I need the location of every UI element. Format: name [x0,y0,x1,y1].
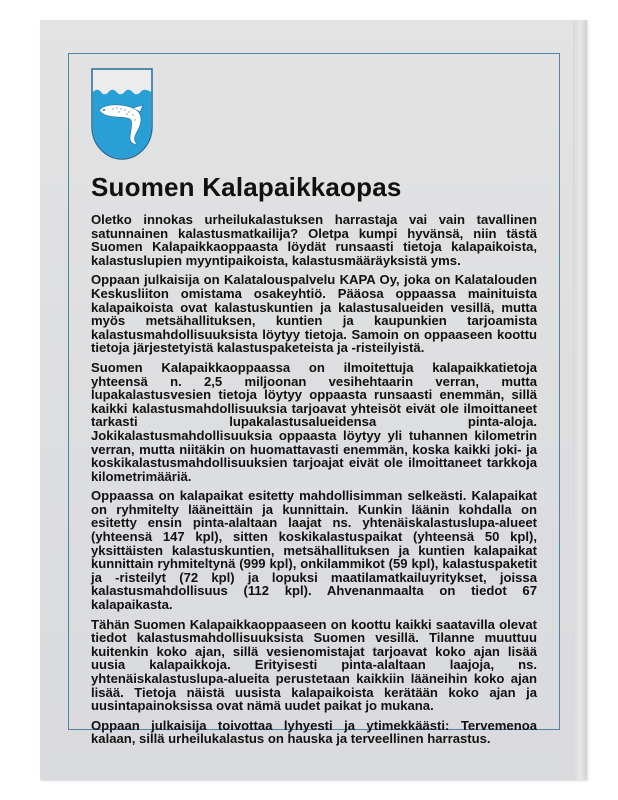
book-back-cover [40,20,587,780]
content-frame [68,53,560,747]
coat-of-arms-shield-salmon-icon [91,68,153,160]
paragraph-updates: Tähän Suomen Kalapaikkaoppaaseen on koottu kaikki saatavilla olevat tiedot kalastusmahdollisuuksista Suomen vesillä. Tilanne muuttuu kuitenkin koko ajan, sillä vesienomistajat tarjoavat koko ajan lisää uusia kalapaikkoja. Erityisesti pinta-alaltaan laajoja, ns. yhtenäiskalastuslupa-alueita perustetaan kaikkiin lääneihin koko ajan lisää. Tietoja näistä uusista kalapaikoista kerätään koko ajan ja uusintapainoksissa ovat nämä uudet paikat jo mukana. [91,616,537,714]
paragraph-publisher: Oppaan julkaisija on Kalatalouspalvelu KAPA Oy, joka on Kalatalouden Keskusliiton omistama osakeyhtiö. Pääosa oppaassa mainituista kalapaikoista ovat kalastuskuntien ja kalastusalueiden vesillä, mutta myös metsähallituksen, kuntien ja kaupunkien tarjoamista kalastusmahdollisuuksista löytyy tietoja. Samoin on oppaaseen koottu tietoja järjestetyistä kalastuspaketeista ja -risteilyistä. [91,272,537,356]
description-text [91,213,537,752]
paragraph-intro: Oletko innokas urheilukalastuksen harrastaja vai vain tavallinen satunnainen kalastusmatkailija? Oletpa kumpi hyvänsä, niin tästä Suomen Kalapaikkaoppaasta löydät runsaasti tietoja kalapaikoista, kalastuslupien myyntipaikoista, kalastusmääräyksistä yms. [91,212,537,268]
paragraph-organization: Oppaassa on kalapaikat esitetty mahdollisimman selkeästi. Kalapaikat on ryhmitelty lääneittäin ja kunnittain. Kunkin läänin kohdalla on esitetty ensin pinta-alaltaan laajat ns. yhtenäiskalastuslupa-alueet (yhteensä 147 kpl), sitten koskikalastuspaikat (yhteensä 50 kpl), yksittäisten kalastuskuntien, metsähallituksen ja kuntien kalapaikat kunnittain ryhmiteltynä (999 kpl), onkilammikot (59 kpl), kalastuspaketit ja -risteilyt (72 kpl) ja lopuksi maatilamatkailuyritykset, joissa kalastusmahdollisuus (112 kpl). Ahvenanmaalta on tiedot 67 kalapaikasta. [91,488,537,613]
cover-edge [573,20,587,780]
paragraph-coverage: Suomen Kalapaikkaoppaassa on ilmoitettuja kalapaikkatietoja yhteensä n. 2,5 miljoonan vesihehtaarin verran, mutta lupakalastusvesien tietoja löytyy oppaasta runsaasti enemmän, sillä kaikki kalastusmahdollisuuksia tarjoavat yhteisöt eivät ole ilmoittaneet tarkasti lupakalastusalueidensa pinta-aloja. Jokikalastusmahdollisuuksia oppaasta löytyy yli tuhannen kilometrin verran, mutta niitäkin on huomattavasti enemmän, koska kaikki joki- ja koskikalastusmahdollisuuksien tarjoajat eivät ole ilmoittaneet tarkkoja kilometrimääriä. [91,359,537,484]
book-title: Suomen Kalapaikkaopas [91,172,402,202]
paragraph-closing: Oppaan julkaisija toivottaa lyhyesti ja ytimekkäästi: Tervemenoa kalaan, sillä urheilukalastus on hauska ja terveellinen harrastus. [91,717,537,747]
